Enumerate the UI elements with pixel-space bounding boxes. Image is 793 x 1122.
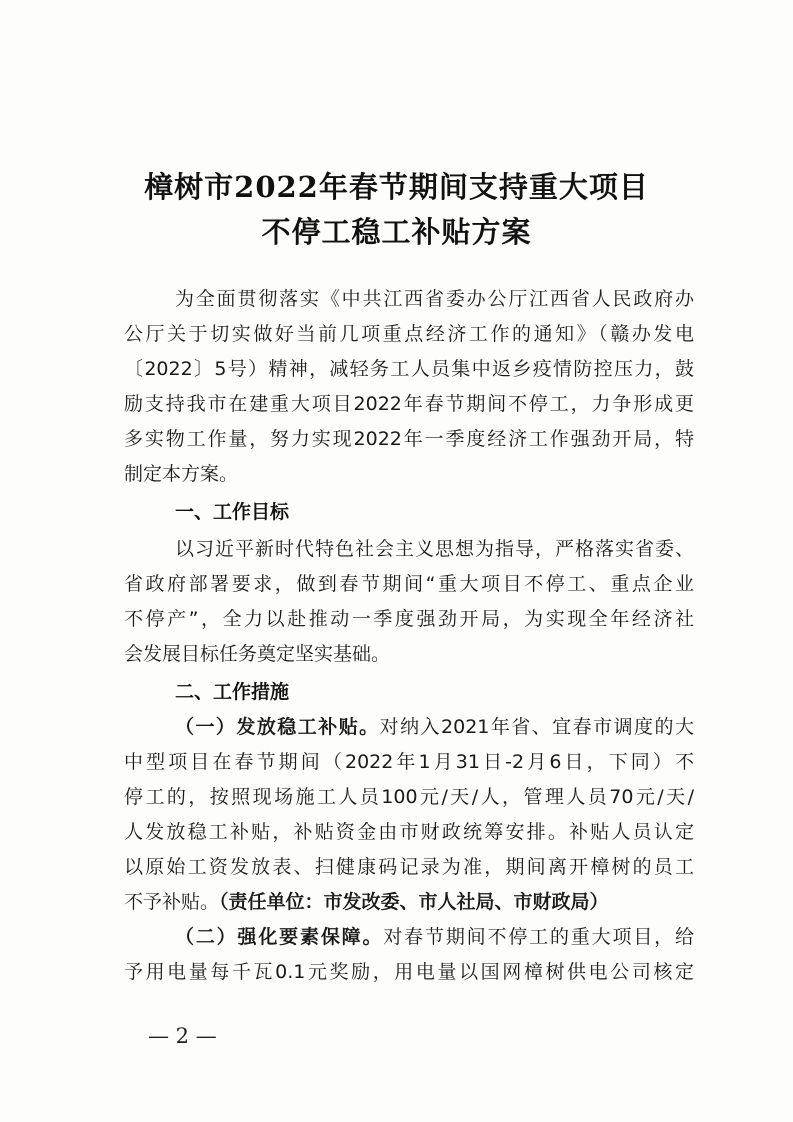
section-1-line-4: 会发展目标任务奠定坚实基础。 [124,643,391,665]
intro-line-1: 为全面贯彻落实《中共江西省委办公厅江西省人民政府办 [175,288,694,310]
measure-1-line-2: 中型项目在春节期间（2022年1月31日-2月6日，下同）不 [124,751,694,773]
section-2-heading: 二、工作措施 [175,681,290,703]
page-number: — 2 — [148,1024,217,1048]
measure-1-text-end: 不予补贴。 [124,891,220,913]
intro-line-2: 公厅关于切实做好当前几项重点经济工作的通知》（赣办发电 [124,323,694,345]
measure-1-line-1 [175,714,694,740]
document-title-line-1: 樟树市2022年春节期间支持重大项目 [144,170,649,204]
measure-1-text-start: 对纳入2021年省、宜春市调度的大 [379,716,694,738]
section-1-line-2: 省政府部署要求，做到春节期间“重大项目不停工、重点企业 [124,573,694,595]
section-1-line-3: 不停产”，全力以赴推动一季度强劲开局，为实现全年经济社 [124,608,694,630]
measure-1-line-4: 人发放稳工补贴，补贴资金由市财政统筹安排。补贴人员认定 [124,821,694,843]
section-1-heading: 一、工作目标 [175,501,290,523]
intro-line-6: 制定本方案。 [124,463,239,485]
measure-2-line-1 [175,924,694,950]
section-1-line-1: 以习近平新时代特色社会主义思想为指导，严格落实省委、 [175,538,694,560]
measure-1-responsible-units: （责任单位：市发改委、市人社局、市财政局） [219,891,609,913]
measure-2-label: （二）强化要素保障。 [175,926,384,948]
intro-line-4: 励支持我市在建重大项目2022年春节期间不停工，力争形成更 [124,393,694,415]
measure-1-line-5: 以原始工资发放表、扫健康码记录为准，期间离开樟树的员工 [124,856,694,878]
intro-line-3: 〔2022〕5号）精神，减轻务工人员集中返乡疫情防控压力，鼓 [124,358,694,380]
measure-2-line-2: 予用电量每千瓦0.1元奖励，用电量以国网樟树供电公司核定 [124,961,694,983]
measure-2-text-start: 对春节期间不停工的重大项目，给 [383,926,694,948]
measure-1-line-6 [124,889,694,915]
document-title-line-2: 不停工稳工补贴方案 [261,215,532,249]
measure-1-label: （一）发放稳工补贴。 [175,716,380,738]
measure-1-line-3: 停工的，按照现场施工人员100元/天/人，管理人员70元/天/ [124,786,694,808]
intro-line-5: 多实物工作量，努力实现2022年一季度经济工作强劲开局，特 [124,428,694,450]
